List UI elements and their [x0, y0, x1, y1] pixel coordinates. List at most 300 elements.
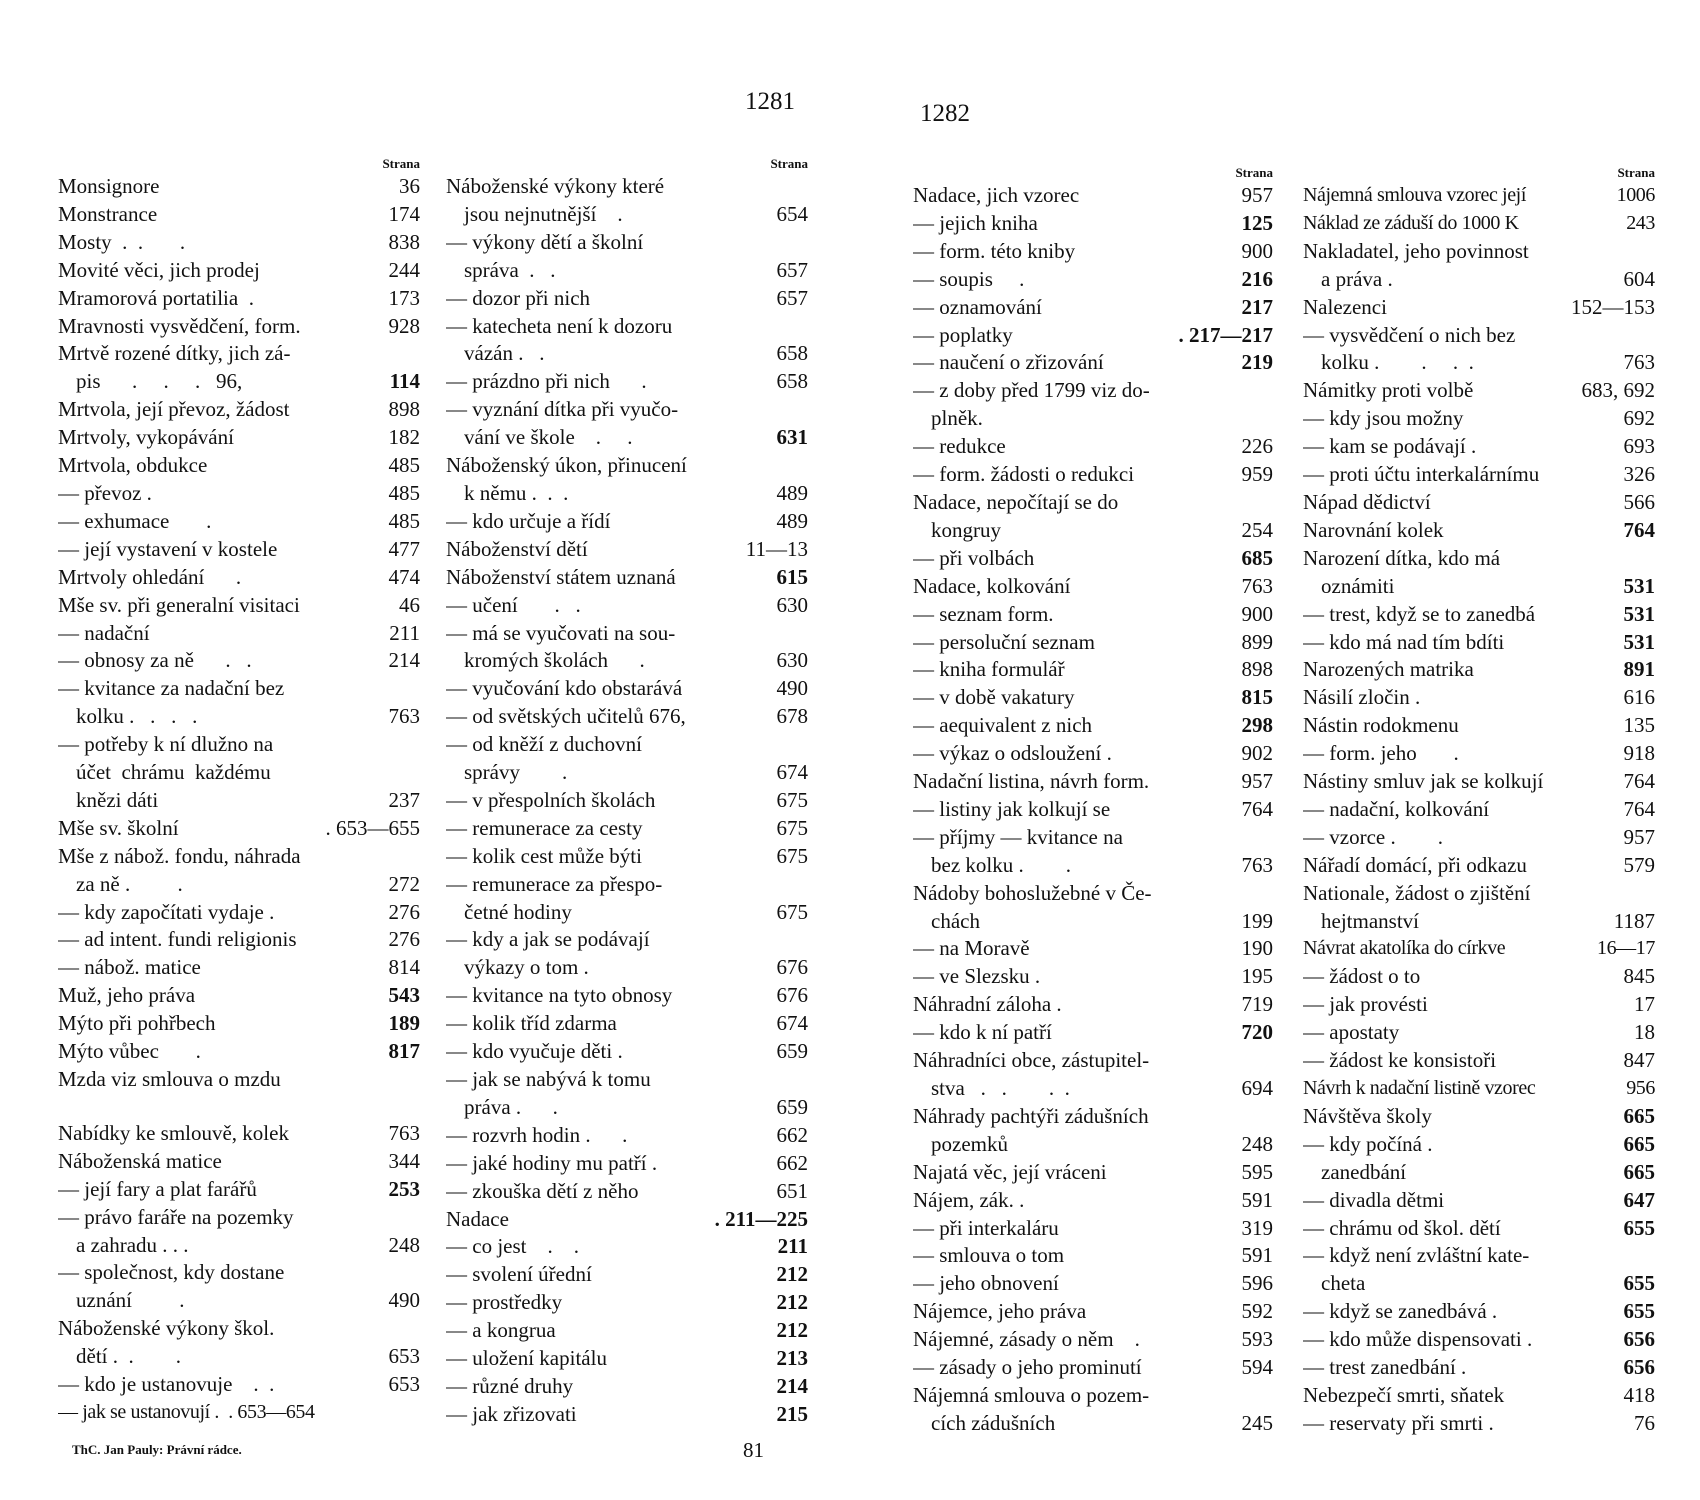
index-entry	[913, 796, 1273, 824]
entry-label: Mzda viz smlouva o mzdu	[58, 1067, 281, 1091]
entry-page: 847	[1623, 1048, 1655, 1073]
entry-page: 195	[1241, 964, 1273, 989]
index-entry	[913, 1103, 1273, 1131]
index-entry	[446, 1066, 808, 1094]
index-entry	[446, 452, 808, 480]
index-entry	[58, 954, 420, 982]
entry-label: — oznamování	[913, 294, 1042, 319]
index-entry	[913, 433, 1273, 461]
index-entry	[1303, 1047, 1655, 1075]
entry-page: 182	[388, 425, 420, 450]
entry-label: — od kněží z duchovní	[446, 732, 642, 757]
entry-label: — seznam form.	[913, 601, 1054, 626]
index-entry	[58, 480, 420, 508]
entry-page: 485	[388, 453, 420, 478]
index-entry	[446, 1233, 808, 1261]
entry-label: — kvitance na tyto obnosy	[446, 983, 673, 1008]
entry-label: — příjmy — kvitance na	[913, 824, 1123, 849]
entry-page: . 217—217	[1178, 322, 1273, 347]
entry-page: 656	[1623, 1327, 1655, 1352]
entry-page: 243	[1626, 211, 1655, 234]
index-entry	[1303, 489, 1655, 517]
entry-label: — jejich kniha	[913, 210, 1038, 235]
entry-label: Nápad dědictví	[1303, 489, 1431, 514]
index-entry	[446, 285, 808, 313]
entry-label: — při volbách	[913, 545, 1035, 570]
index-entry	[446, 787, 808, 815]
entry-label: Nationale, žádost o zjištění	[1303, 880, 1531, 905]
entry-page: 675	[776, 815, 808, 840]
entry-label: — katecheta není k dozoru	[446, 313, 673, 338]
entry-page: 764	[1623, 796, 1655, 821]
entry-label: — nadační, kolkování	[1303, 796, 1490, 821]
entry-page: 655	[1623, 1299, 1655, 1324]
index-list	[1303, 182, 1655, 1438]
index-entry	[446, 1206, 808, 1234]
entry-label: — společnost, kdy dostane	[58, 1260, 285, 1285]
entry-page: 226	[1241, 434, 1273, 459]
index-entry	[446, 899, 808, 927]
index-entry	[58, 703, 420, 731]
entry-label: — převoz .	[58, 480, 152, 505]
entry-page: 579	[1623, 852, 1655, 877]
entry-label: — když se zanedbává .	[1303, 1299, 1498, 1324]
index-entry	[913, 1242, 1273, 1270]
entry-label: Návrh k nadační listině vzorec	[1303, 1077, 1536, 1099]
index-entry	[1303, 712, 1655, 740]
entry-label: — nadační	[58, 620, 150, 645]
entry-label: — form. této kniby	[913, 238, 1076, 263]
entry-page: 189	[388, 1011, 420, 1036]
index-entry	[446, 982, 808, 1010]
index-entry	[58, 1287, 420, 1315]
entry-label: — remunerace za přespo-	[446, 871, 663, 896]
entry-label: Nakladatel, jeho povinnost	[1303, 238, 1529, 263]
entry-page: 531	[1623, 573, 1655, 598]
entry-page: 764	[1241, 796, 1273, 821]
index-entry	[1303, 991, 1655, 1019]
entry-label: Nájemná smlouva vzorec její	[1303, 184, 1526, 206]
entry-page: 474	[388, 564, 420, 589]
entry-label: — vyznání dítka při vyučo-	[446, 397, 679, 422]
index-entry	[1303, 1075, 1655, 1103]
entry-page: 595	[1241, 1159, 1273, 1184]
index-entry	[58, 1120, 420, 1148]
entry-page: 918	[1623, 741, 1655, 766]
index-entry	[446, 1317, 808, 1345]
entry-page: 531	[1623, 629, 1655, 654]
index-entry	[58, 982, 420, 1010]
entry-page: 957	[1241, 183, 1273, 207]
entry-page: 214	[388, 648, 420, 673]
entry-page: 615	[776, 564, 808, 589]
entry-page: 616	[1623, 685, 1655, 710]
index-entry	[58, 1176, 420, 1204]
entry-page: 237	[388, 787, 420, 812]
entry-page: 591	[1241, 1187, 1273, 1212]
entry-label: — exhumace .	[58, 508, 212, 533]
index-entry	[913, 601, 1273, 629]
index-entry	[913, 322, 1273, 350]
index-entry	[446, 1122, 808, 1150]
entry-label: cích zádušních	[931, 1410, 1056, 1435]
entry-label: — kam se podávají .	[1303, 434, 1477, 459]
index-entry	[58, 508, 420, 536]
entry-label: Mše sv. při generalní visitaci	[58, 592, 300, 617]
index-entry	[913, 489, 1273, 517]
entry-page: 902	[1241, 741, 1273, 766]
entry-label: — trest zanedbání .	[1303, 1355, 1467, 1380]
entry-page: 245	[1241, 1410, 1273, 1435]
index-entry	[58, 899, 420, 927]
entry-page: 957	[1241, 769, 1273, 794]
index-entry	[58, 592, 420, 620]
index-entry	[913, 1298, 1273, 1326]
entry-label: knězi dáti	[76, 787, 159, 812]
entry-label: Nádoby bohoslužebné v Če-	[913, 880, 1152, 905]
entry-page: 659	[776, 1094, 808, 1119]
entry-page: 319	[1241, 1215, 1273, 1240]
entry-label: — prostředky	[446, 1290, 563, 1315]
index-entry	[58, 731, 420, 759]
entry-label: — obnosy za ně . .	[58, 648, 252, 673]
index-entry	[1303, 908, 1655, 936]
index-entry	[1303, 1298, 1655, 1326]
entry-label: — kniha formulář	[913, 657, 1065, 682]
index-entry	[913, 1047, 1273, 1075]
entry-page: 477	[388, 536, 420, 561]
index-entry	[58, 396, 420, 424]
entry-label: Nadace	[446, 1206, 509, 1231]
index-entry	[913, 1215, 1273, 1243]
entry-page: 891	[1623, 657, 1655, 682]
entry-label: Mrtvola, její převoz, žádost	[58, 397, 290, 422]
entry-label: — prázdno při nich .	[446, 369, 647, 394]
entry-page: 658	[776, 369, 808, 394]
entry-label: — kdy jsou možny	[1303, 406, 1464, 431]
entry-label: — kdo vyučuje děti .	[446, 1039, 623, 1064]
entry-page: 276	[388, 899, 420, 924]
index-entry	[913, 629, 1273, 657]
index-column-4	[1303, 164, 1655, 1438]
entry-page: 694	[1241, 1076, 1273, 1100]
index-entry	[1303, 629, 1655, 657]
entry-label: Nářadí domácí, při odkazu	[1303, 852, 1527, 877]
entry-label: — soupis .	[913, 266, 1025, 291]
index-entry	[58, 229, 420, 257]
entry-page: 17	[1634, 992, 1655, 1017]
entry-page: 630	[776, 648, 808, 673]
entry-label: — vysvědčení o nich bez	[1303, 322, 1516, 347]
entry-page: 11—13	[745, 536, 808, 561]
entry-page: 685	[1241, 545, 1273, 570]
entry-page: 631	[776, 425, 808, 450]
entry-page: 418	[1623, 1382, 1655, 1407]
entry-page: 957	[1623, 824, 1655, 849]
entry-label: a zahradu . . .	[76, 1232, 189, 1257]
index-entry	[446, 173, 808, 201]
entry-label: — různé druhy	[446, 1373, 574, 1398]
entry-page: 665	[1623, 1103, 1655, 1128]
entry-page: 764	[1623, 517, 1655, 542]
index-entry	[913, 517, 1273, 545]
entry-label: — zásady o jeho prominutí	[913, 1355, 1142, 1380]
index-entry	[446, 1401, 808, 1429]
entry-label: — kvitance za nadační bez	[58, 676, 285, 701]
entry-page: 248	[388, 1232, 420, 1257]
entry-label: — její fary a plat farářů	[58, 1176, 257, 1201]
entry-label: oznámiti	[1321, 573, 1395, 598]
index-entry	[1303, 433, 1655, 461]
entry-page: 651	[776, 1178, 808, 1203]
entry-label: — remunerace za cesty	[446, 815, 643, 840]
entry-label: — vzorce . .	[1303, 824, 1443, 849]
entry-page: 199	[1241, 908, 1273, 933]
entry-page: 174	[388, 201, 420, 226]
entry-page: 276	[388, 927, 420, 952]
index-entry	[1303, 182, 1655, 210]
index-column-3	[913, 164, 1273, 1438]
entry-page: 815	[1241, 685, 1273, 710]
entry-page: 592	[1241, 1299, 1273, 1324]
entry-label: — svolení úřední	[446, 1262, 592, 1287]
entry-page: 763	[1241, 573, 1273, 598]
index-entry	[58, 1399, 420, 1427]
entry-label: a práva .	[1321, 266, 1393, 291]
index-entry	[58, 1315, 420, 1343]
entry-label: Náboženské výkony které	[446, 174, 665, 198]
index-entry	[1303, 266, 1655, 294]
entry-label: plněk.	[931, 406, 983, 431]
entry-label: cheta	[1321, 1271, 1366, 1296]
index-entry	[58, 759, 420, 787]
entry-page: 490	[776, 676, 808, 701]
entry-label: — jak se nabývá k tomu	[446, 1067, 651, 1091]
entry-label: Mýto při pohřbech	[58, 1011, 216, 1036]
index-entry	[58, 564, 420, 592]
entry-label: — žádost ke konsistoři	[1303, 1048, 1497, 1073]
entry-page: 344	[388, 1148, 420, 1173]
index-entry	[58, 1343, 420, 1371]
entry-page: 655	[1623, 1215, 1655, 1240]
index-entry	[446, 396, 808, 424]
index-entry	[446, 229, 808, 257]
entry-label: výkazy o tom .	[464, 955, 589, 980]
entry-page: 485	[388, 480, 420, 505]
index-entry	[1303, 294, 1655, 322]
entry-label: Nájem, zák. .	[913, 1187, 1025, 1212]
entry-label: Nadace, jich vzorec	[913, 183, 1080, 207]
index-entry	[913, 963, 1273, 991]
index-entry	[913, 656, 1273, 684]
index-entry	[446, 1038, 808, 1066]
index-entry	[913, 377, 1273, 405]
entry-page: 692	[1623, 406, 1655, 431]
index-entry	[58, 1259, 420, 1287]
index-entry	[58, 201, 420, 229]
entry-label: — jeho obnovení	[913, 1271, 1059, 1296]
index-column-2	[446, 155, 808, 1429]
entry-page: 212	[776, 1318, 808, 1343]
entry-label: správa . .	[464, 257, 556, 282]
entry-page: 135	[1623, 713, 1655, 738]
entry-label: Nástiny smluv jak se kolkují	[1303, 769, 1544, 794]
entry-page: 763	[388, 1120, 420, 1145]
entry-page: 655	[1623, 1271, 1655, 1296]
entry-page: 489	[776, 480, 808, 505]
index-entry	[58, 1371, 420, 1399]
entry-label: dětí . . .	[76, 1344, 181, 1369]
index-entry	[1303, 1382, 1655, 1410]
entry-page: 653	[388, 1372, 420, 1397]
index-entry	[446, 759, 808, 787]
entry-label: — chrámu od škol. dětí	[1303, 1215, 1501, 1240]
entry-page: 676	[776, 983, 808, 1008]
index-entry	[446, 564, 808, 592]
entry-label: Nebezpečí smrti, sňatek	[1303, 1382, 1505, 1407]
entry-label: — naučení o zřizování	[913, 350, 1104, 375]
entry-label: — jak provésti	[1303, 992, 1428, 1017]
index-entry	[58, 675, 420, 703]
entry-page: 596	[1241, 1271, 1273, 1296]
entry-label: — a kongrua	[446, 1318, 556, 1343]
entry-page: 657	[776, 257, 808, 282]
entry-label: — kolik cest může býti	[446, 843, 642, 868]
index-entry	[1303, 210, 1655, 238]
entry-label: — divadla dětmi	[1303, 1187, 1445, 1212]
entry-page: 76	[1634, 1410, 1655, 1435]
index-entry	[1303, 601, 1655, 629]
entry-page: 298	[1241, 713, 1273, 738]
entry-label: Náklad ze záduší do 1000 K	[1303, 211, 1519, 234]
entry-page: 212	[776, 1290, 808, 1315]
index-entry	[1303, 461, 1655, 489]
entry-label: — co jest . .	[446, 1234, 579, 1259]
entry-page: 676	[776, 955, 808, 980]
index-entry	[1303, 963, 1655, 991]
entry-page: 763	[388, 704, 420, 729]
index-entry	[913, 824, 1273, 852]
index-entry	[58, 285, 420, 313]
index-entry	[446, 424, 808, 452]
entry-page: 764	[1623, 769, 1655, 794]
entry-page: 898	[388, 397, 420, 422]
entry-label: pis . . . 96,	[76, 369, 243, 394]
entry-page: 899	[1241, 629, 1273, 654]
index-entry	[1303, 824, 1655, 852]
index-entry	[913, 294, 1273, 322]
index-entry	[58, 1010, 420, 1038]
index-entry	[913, 908, 1273, 936]
entry-page: 190	[1241, 936, 1273, 961]
entry-label: Mrtvola, obdukce	[58, 453, 208, 478]
entry-page: 630	[776, 592, 808, 617]
entry-label: četné hodiny	[464, 899, 572, 924]
entry-page: 152—153	[1571, 294, 1655, 319]
index-entry	[446, 731, 808, 759]
entry-label: Mramorová portatilia .	[58, 285, 254, 310]
entry-label: — její vystavení v kostele	[58, 536, 278, 561]
entry-label: Námitky proti volbě	[1303, 378, 1474, 403]
entry-label: zanedbání	[1321, 1159, 1407, 1184]
entry-label: Náboženství státem uznaná	[446, 564, 676, 589]
index-entry	[446, 647, 808, 675]
sheet-number: 81	[743, 1438, 764, 1462]
entry-page: 485	[388, 508, 420, 533]
entry-label: Narození dítka, kdo má	[1303, 545, 1501, 570]
entry-page: 658	[776, 341, 808, 366]
entry-page: 489	[776, 508, 808, 533]
entry-label: — apostaty	[1303, 1020, 1400, 1045]
index-entry	[1303, 935, 1655, 963]
entry-page: 693	[1623, 434, 1655, 459]
index-entry	[913, 935, 1273, 963]
entry-label: — má se vyučovati na sou-	[446, 620, 676, 645]
entry-page: 213	[776, 1346, 808, 1371]
index-entry	[58, 1066, 420, 1094]
index-entry	[1303, 1410, 1655, 1438]
entry-label: Mrtvoly, vykopávání	[58, 425, 234, 450]
index-entry	[58, 340, 420, 368]
entry-label: Náhradní záloha .	[913, 992, 1062, 1017]
entry-label: — kdo má nad tím bdíti	[1303, 629, 1505, 654]
index-entry	[1303, 517, 1655, 545]
entry-page: 217	[1241, 294, 1273, 319]
entry-page: 674	[776, 760, 808, 785]
entry-page: 900	[1241, 238, 1273, 263]
entry-page: 665	[1623, 1131, 1655, 1156]
entry-label: — nábož. matice	[58, 955, 201, 980]
entry-label: — persoluční seznam	[913, 629, 1095, 654]
index-entry	[913, 684, 1273, 712]
index-entry	[1303, 852, 1655, 880]
entry-label: — redukce	[913, 434, 1006, 459]
index-entry	[446, 1010, 808, 1038]
entry-label: Náhradníci obce, zástupitel-	[913, 1048, 1150, 1073]
entry-label: — rozvrh hodin . .	[446, 1122, 628, 1147]
entry-label: práva . .	[464, 1094, 558, 1119]
index-entry	[446, 1261, 808, 1289]
entry-page: 763	[1241, 852, 1273, 877]
entry-label: — form. jeho .	[1303, 741, 1459, 766]
index-entry	[446, 313, 808, 341]
entry-label: — při interkaláru	[913, 1215, 1059, 1240]
entry-label: — kdy a jak se podávají	[446, 927, 650, 952]
entry-label: — kdo k ní patří	[913, 1020, 1052, 1045]
index-entry	[1303, 1270, 1655, 1298]
entry-label: — učení . .	[446, 592, 581, 617]
entry-page: 593	[1241, 1327, 1273, 1352]
entry-page: 654	[776, 201, 808, 226]
entry-label: Nájemná smlouva o pozem-	[913, 1382, 1150, 1407]
entry-page: 898	[1241, 657, 1273, 682]
index-entry	[58, 647, 420, 675]
entry-label: Mrtvoly ohledání .	[58, 564, 242, 589]
entry-label: účet chrámu každému	[76, 760, 271, 785]
index-entry	[58, 257, 420, 285]
entry-page: 114	[389, 369, 420, 394]
index-entry	[913, 1270, 1273, 1298]
entry-page: 675	[776, 899, 808, 924]
index-entry	[913, 1131, 1273, 1159]
entry-label: kromých školách .	[464, 648, 645, 673]
entry-page: 928	[388, 313, 420, 338]
entry-page: 272	[388, 871, 420, 896]
index-entry	[913, 1187, 1273, 1215]
entry-page: 46	[399, 592, 420, 617]
entry-page: 678	[776, 704, 808, 729]
entry-label: Náhrady pachtýři zádušních	[913, 1103, 1149, 1128]
